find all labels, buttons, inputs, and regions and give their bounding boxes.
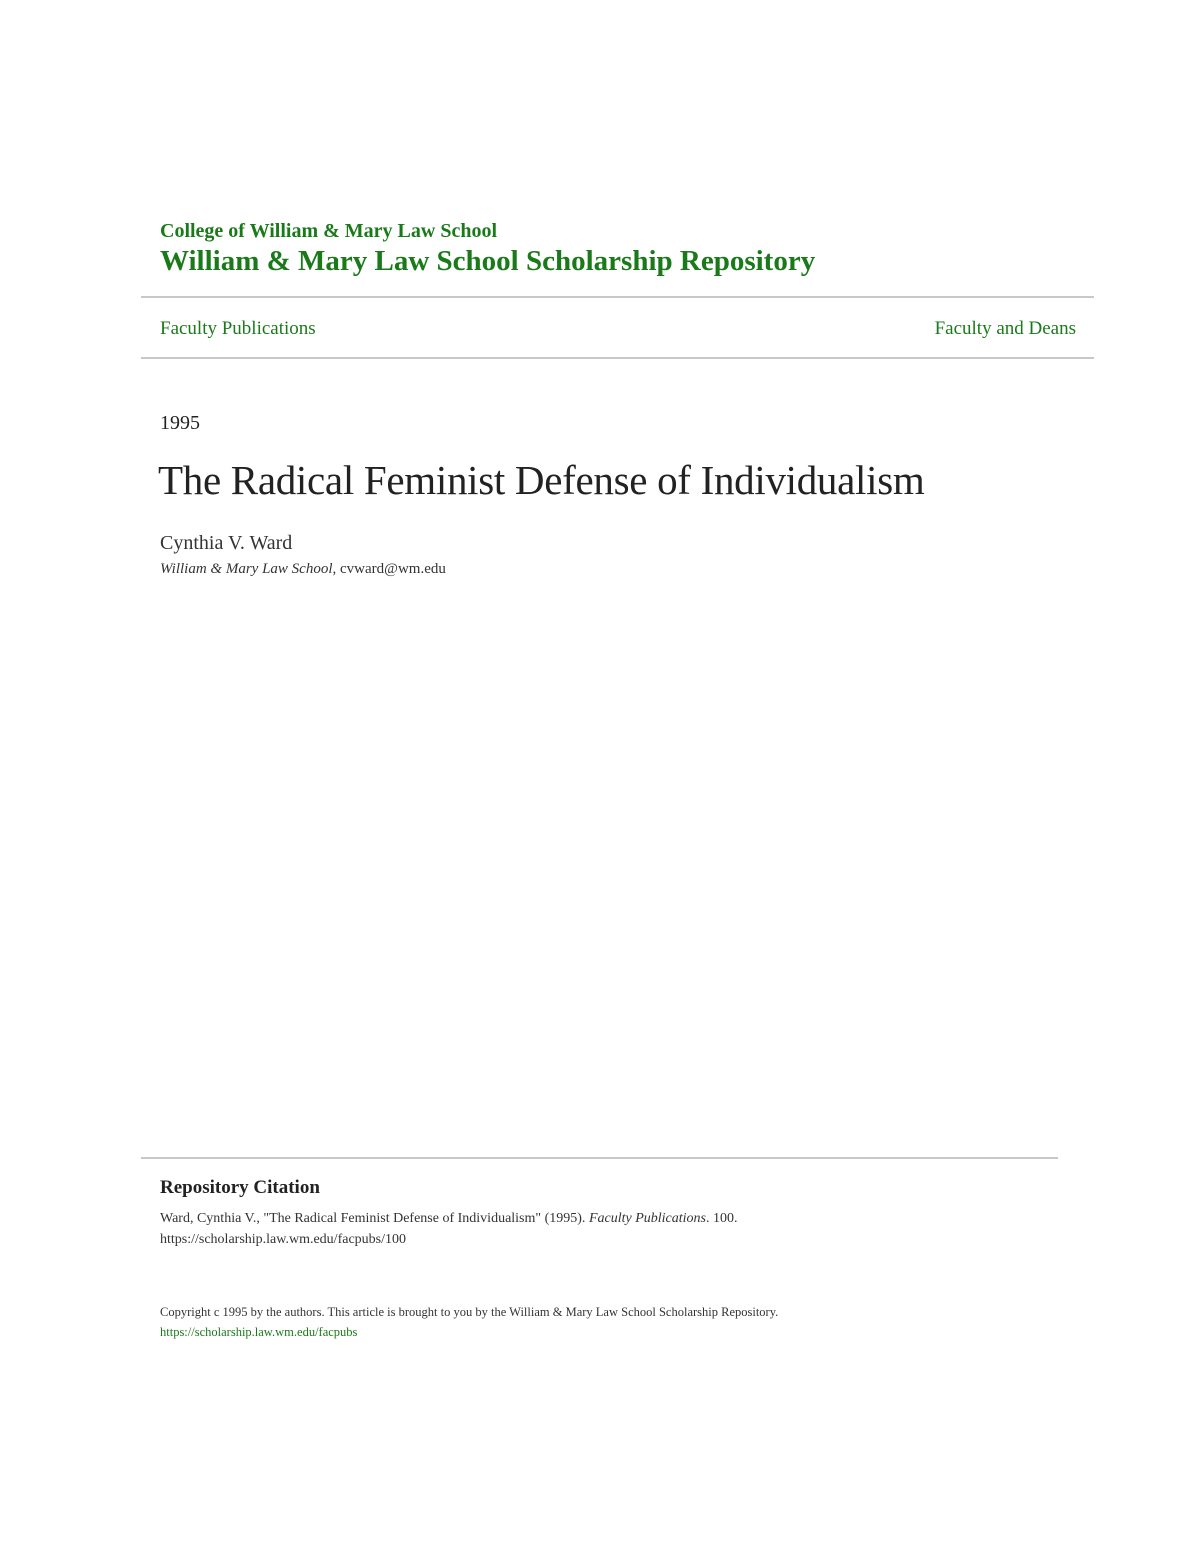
author-affiliation xyxy=(160,561,446,578)
top-divider xyxy=(141,296,1094,298)
article-title: The Radical Feminist Defense of Individualism xyxy=(158,457,925,503)
citation-block xyxy=(160,1208,737,1250)
copyright-text: Copyright c 1995 by the authors. This article is brought to you by the William & Mary Law School Scholarship Repository. xyxy=(160,1305,779,1319)
faculty-and-deans-link[interactable]: Faculty and Deans xyxy=(934,318,1076,339)
citation-text-before: Ward, Cynthia V., "The Radical Feminist Defense of Individualism" (1995). xyxy=(160,1211,589,1226)
copyright-link[interactable]: https://scholarship.law.wm.edu/facpubs xyxy=(160,1325,358,1339)
affiliation-email: , cvward@wm.edu xyxy=(332,561,446,577)
citation-text-after: . 100. xyxy=(705,1211,738,1226)
bottom-divider xyxy=(141,1157,1058,1159)
faculty-publications-link[interactable]: Faculty Publications xyxy=(160,318,316,339)
publication-year: 1995 xyxy=(160,412,200,434)
citation-heading: Repository Citation xyxy=(160,1177,320,1198)
citation-url: https://scholarship.law.wm.edu/facpubs/100 xyxy=(160,1232,406,1247)
institution-name[interactable]: College of William & Mary Law School xyxy=(160,220,498,242)
copyright-block xyxy=(160,1302,778,1342)
citation-journal: Faculty Publications xyxy=(588,1211,706,1226)
repository-name[interactable]: William & Mary Law School Scholarship Repository xyxy=(160,245,816,277)
author-name: Cynthia V. Ward xyxy=(160,532,293,554)
affiliation-name: William & Mary Law School xyxy=(160,561,333,577)
middle-divider xyxy=(141,357,1094,359)
